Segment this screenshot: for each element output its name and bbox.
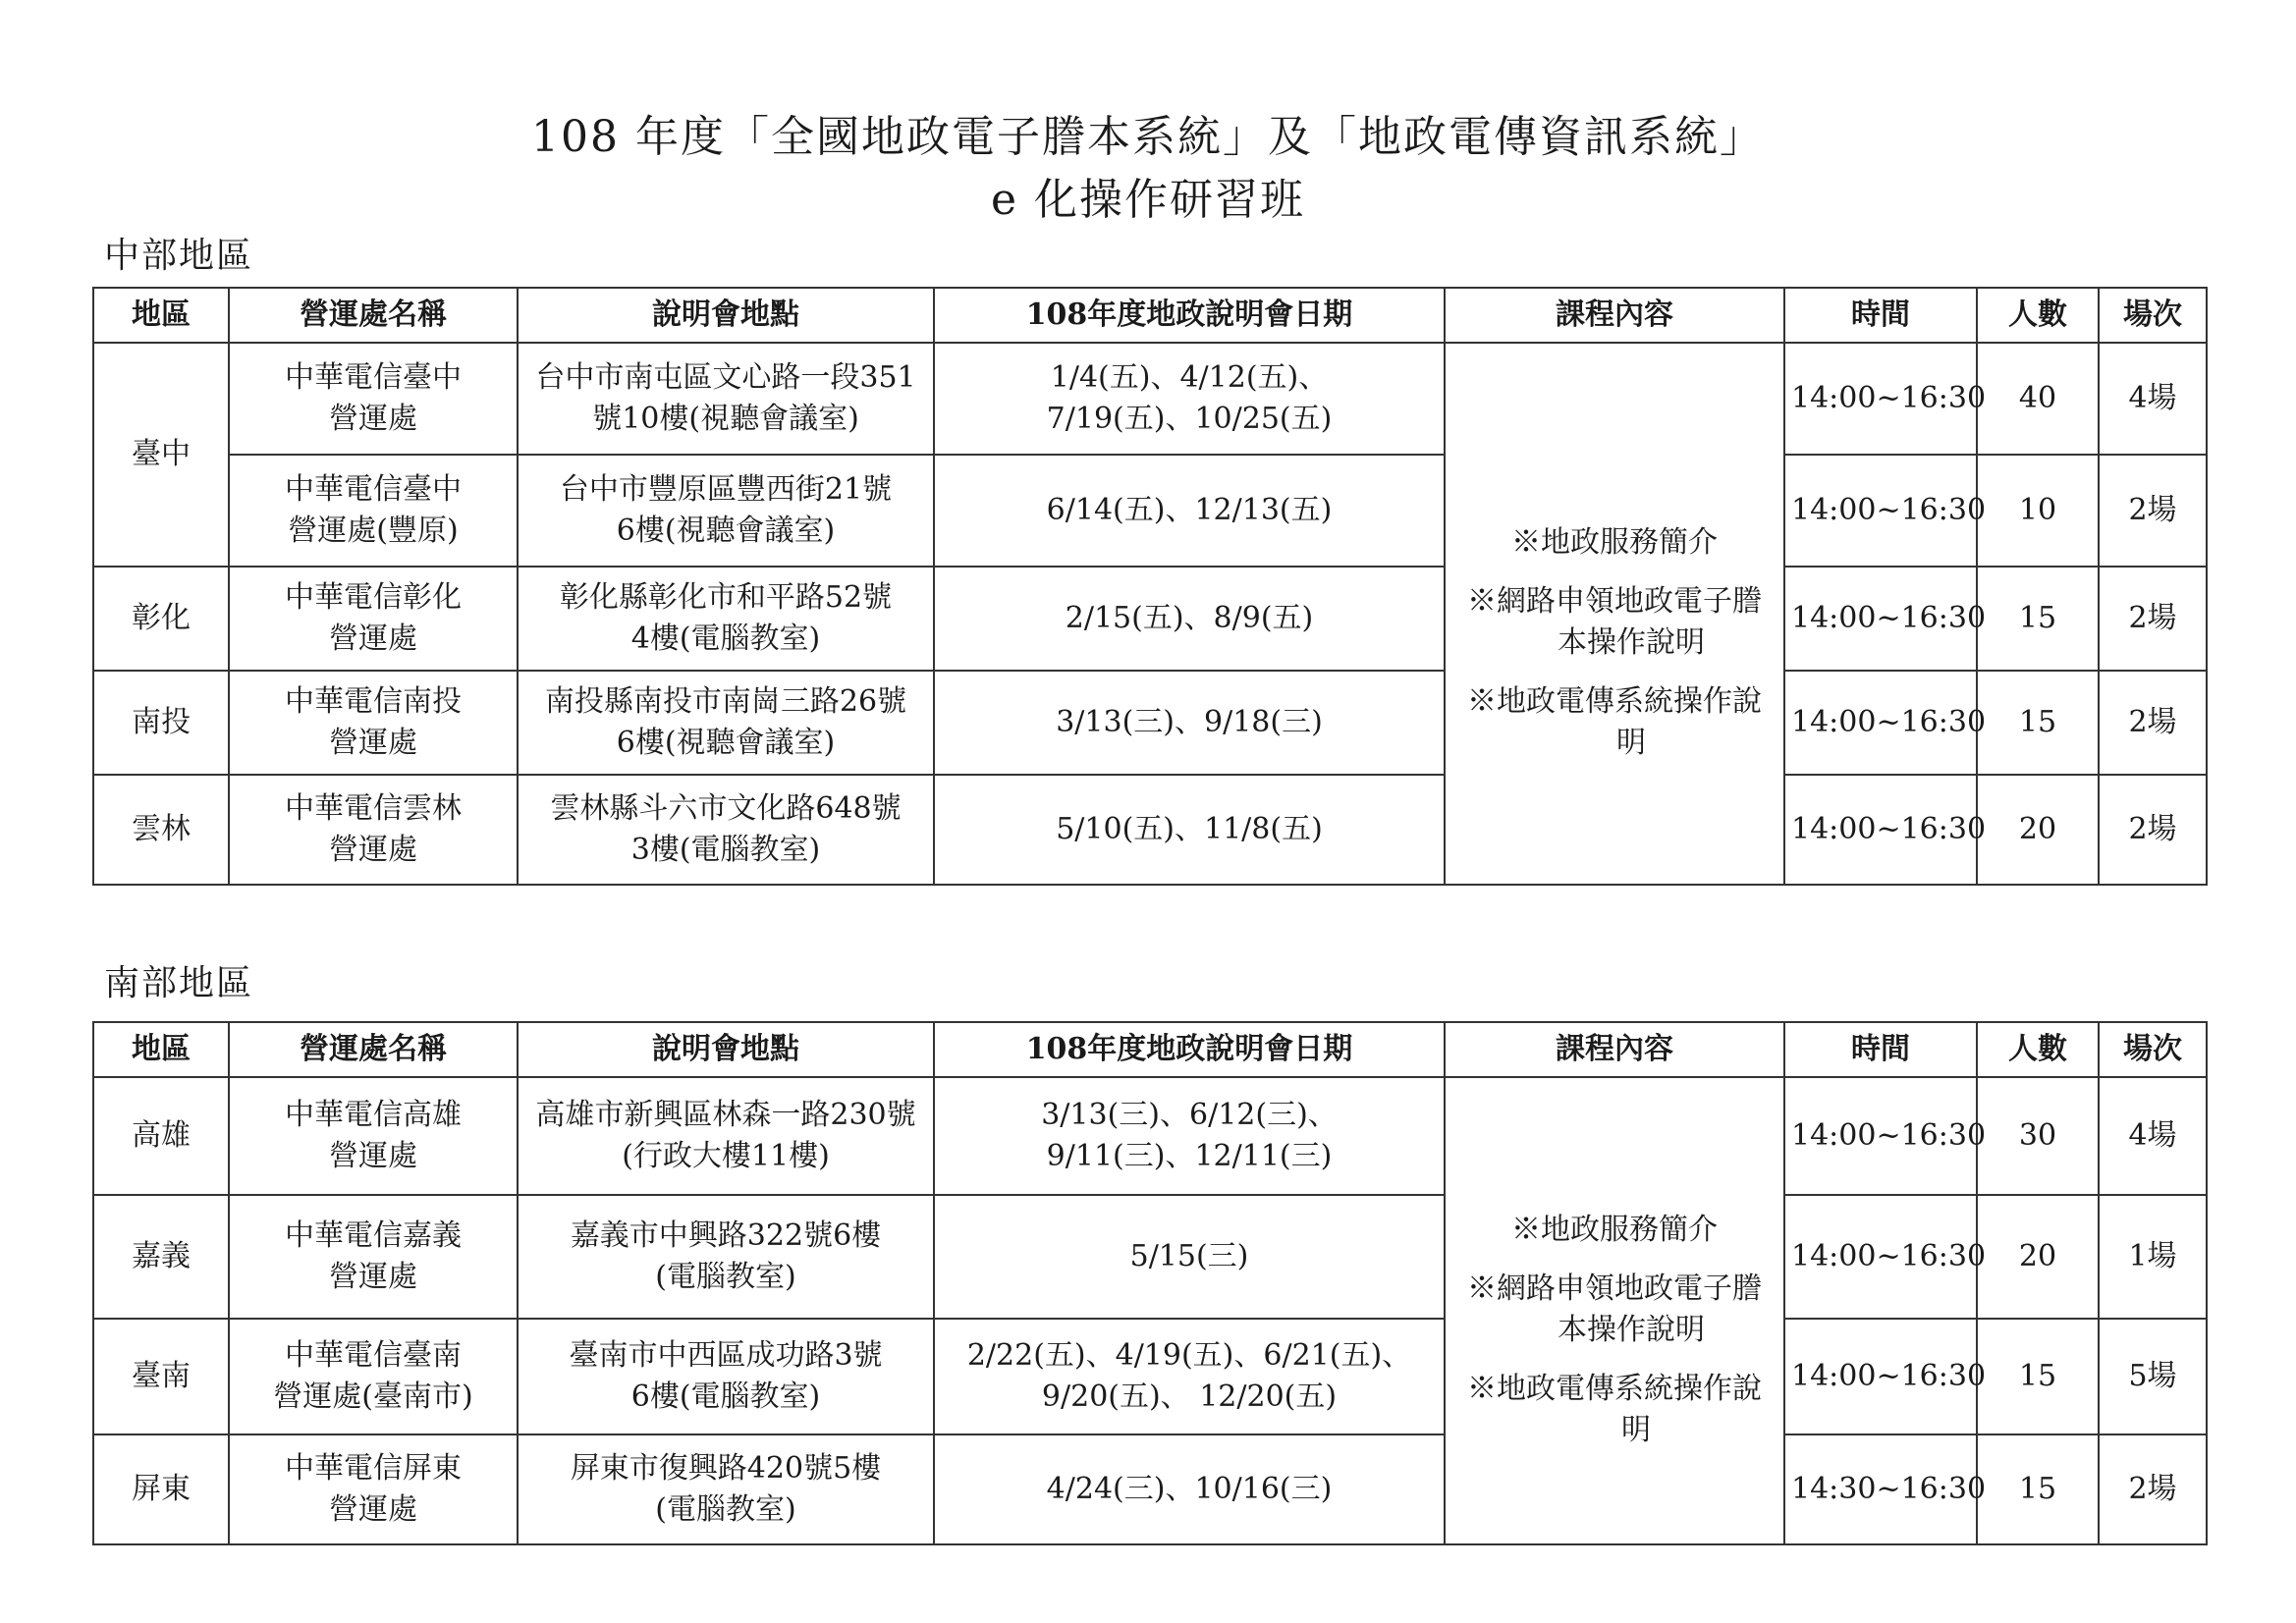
region-cell: 雲林 xyxy=(93,775,229,885)
header-sessions: 場次 xyxy=(2099,1022,2207,1077)
course-line: 本操作說明 xyxy=(1558,1313,1705,1347)
sessions-cell: 2場 xyxy=(2099,671,2207,775)
table-row xyxy=(93,455,2207,567)
sessions-cell: 2場 xyxy=(2099,1434,2207,1544)
office-line: 營運處 xyxy=(329,726,417,760)
sessions-cell: 2場 xyxy=(2099,775,2207,885)
dates-line: 2/22(五)、4/19(五)、6/21(五)、 xyxy=(966,1338,1412,1373)
header-course: 課程內容 xyxy=(1445,1022,1784,1077)
location-cell xyxy=(518,1319,934,1434)
dates-line: 9/20(五)、 12/20(五) xyxy=(1041,1380,1338,1414)
office-cell xyxy=(229,455,518,567)
table-header-row xyxy=(93,288,2207,343)
table-row xyxy=(93,775,2207,885)
office-cell xyxy=(229,775,518,885)
dates-cell xyxy=(934,567,1445,671)
course-line: 明 xyxy=(1616,726,1646,760)
course-item xyxy=(1451,1210,1777,1251)
course-line: 本操作說明 xyxy=(1558,625,1705,660)
office-line: 中華電信嘉義 xyxy=(285,1218,462,1253)
sessions-cell: 5場 xyxy=(2099,1319,2207,1434)
dates-line: 5/15(三) xyxy=(1129,1239,1249,1273)
dates-cell xyxy=(934,343,1445,455)
office-cell xyxy=(229,1434,518,1544)
sessions-cell: 1場 xyxy=(2099,1195,2207,1319)
time-cell: 14:00~16:30 xyxy=(1784,1319,1977,1434)
time-cell: 14:30~16:30 xyxy=(1784,1434,1977,1544)
location-line: (電腦教室) xyxy=(655,1260,796,1294)
location-line: 6樓(電腦教室) xyxy=(630,1380,821,1414)
people-cell: 15 xyxy=(1977,671,2099,775)
region-cell: 臺南 xyxy=(93,1319,229,1434)
course-line: ※地政電傳系統操作說 xyxy=(1467,684,1762,719)
region-cell: 嘉義 xyxy=(93,1195,229,1319)
course-line: ※地政服務簡介 xyxy=(1511,1213,1718,1247)
office-line: 營運處 xyxy=(329,833,417,867)
people-cell: 30 xyxy=(1977,1077,2099,1195)
region-cell: 臺中 xyxy=(93,343,229,567)
course-item xyxy=(1451,681,1777,764)
dates-line: 6/14(五)、12/13(五) xyxy=(1046,493,1333,527)
time-cell: 14:00~16:30 xyxy=(1784,671,1977,775)
dates-cell xyxy=(934,455,1445,567)
location-line: 南投縣南投市南崗三路26號 xyxy=(544,684,907,719)
dates-cell xyxy=(934,1077,1445,1195)
table-row xyxy=(93,343,2207,455)
schedule-table-central xyxy=(92,287,2208,886)
course-content-cell xyxy=(1445,343,1784,885)
table-row xyxy=(93,671,2207,775)
office-cell xyxy=(229,343,518,455)
time-cell: 14:00~16:30 xyxy=(1784,1077,1977,1195)
header-location: 說明會地點 xyxy=(518,1022,934,1077)
table-row xyxy=(93,1434,2207,1544)
office-line: 營運處(豐原) xyxy=(288,514,459,548)
office-cell xyxy=(229,1077,518,1195)
office-line: 營運處 xyxy=(329,622,417,656)
time-cell: 14:00~16:30 xyxy=(1784,567,1977,671)
header-people: 人數 xyxy=(1977,1022,2099,1077)
location-line: 嘉義市中興路322號6樓 xyxy=(570,1218,882,1253)
dates-line: 7/19(五)、10/25(五) xyxy=(1046,402,1333,436)
location-line: 3樓(電腦教室) xyxy=(630,833,821,867)
time-cell: 14:00~16:30 xyxy=(1784,343,1977,455)
region-cell: 高雄 xyxy=(93,1077,229,1195)
location-line: 6樓(視聽會議室) xyxy=(616,726,836,760)
dates-cell xyxy=(934,775,1445,885)
location-line: 6樓(視聽會議室) xyxy=(616,514,836,548)
header-office: 營運處名稱 xyxy=(229,1022,518,1077)
schedule-table-south xyxy=(92,1021,2208,1545)
office-line: 中華電信雲林 xyxy=(285,791,462,826)
office-line: 營運處 xyxy=(329,1260,417,1294)
table-row xyxy=(93,567,2207,671)
location-line: 4樓(電腦教室) xyxy=(630,622,821,656)
location-line: 台中市南屯區文心路一段351 xyxy=(535,360,916,395)
course-item xyxy=(1451,581,1777,664)
header-dates: 108年度地政說明會日期 xyxy=(934,288,1445,343)
header-time: 時間 xyxy=(1784,1022,1977,1077)
header-dates: 108年度地政說明會日期 xyxy=(934,1022,1445,1077)
dates-cell xyxy=(934,1319,1445,1434)
people-cell: 15 xyxy=(1977,567,2099,671)
location-line: (電腦教室) xyxy=(655,1492,796,1527)
course-line: ※網路申領地政電子謄 xyxy=(1467,584,1762,619)
dates-line: 9/11(三)、12/11(三) xyxy=(1046,1139,1333,1173)
office-line: 營運處 xyxy=(329,402,417,436)
section-title-south: 南部地區 xyxy=(104,963,254,1003)
location-line: 臺南市中西區成功路3號 xyxy=(569,1338,883,1373)
office-line: 營運處(臺南市) xyxy=(273,1380,473,1414)
people-cell: 15 xyxy=(1977,1319,2099,1434)
office-line: 中華電信高雄 xyxy=(285,1098,462,1132)
document-title-line1: 108 年度「全國地政電子謄本系統」及「地政電傳資訊系統」 xyxy=(531,112,1765,162)
people-cell: 20 xyxy=(1977,775,2099,885)
dates-cell xyxy=(934,1195,1445,1319)
table-header-row xyxy=(93,1022,2207,1077)
header-location: 說明會地點 xyxy=(518,288,934,343)
dates-line: 3/13(三)、9/18(三) xyxy=(1056,705,1323,739)
office-cell xyxy=(229,1195,518,1319)
region-cell: 南投 xyxy=(93,671,229,775)
header-office: 營運處名稱 xyxy=(229,288,518,343)
office-line: 中華電信臺南 xyxy=(285,1338,462,1373)
office-line: 中華電信屏東 xyxy=(285,1451,462,1486)
document-title-line2: e 化操作研習班 xyxy=(990,175,1306,225)
time-cell: 14:00~16:30 xyxy=(1784,1195,1977,1319)
location-line: 屏東市復興路420號5樓 xyxy=(570,1451,882,1486)
sessions-cell: 4場 xyxy=(2099,343,2207,455)
table-row xyxy=(93,1319,2207,1434)
location-line: (行政大樓11樓) xyxy=(622,1139,830,1173)
location-cell xyxy=(518,343,934,455)
office-line: 中華電信臺中 xyxy=(285,360,462,395)
location-cell xyxy=(518,775,934,885)
header-people: 人數 xyxy=(1977,288,2099,343)
course-line: ※地政服務簡介 xyxy=(1511,525,1718,560)
course-content-cell xyxy=(1445,1077,1784,1544)
header-region: 地區 xyxy=(93,1022,229,1077)
location-line: 號10樓(視聽會議室) xyxy=(592,402,859,436)
location-cell xyxy=(518,1434,934,1544)
header-course: 課程內容 xyxy=(1445,288,1784,343)
region-cell: 彰化 xyxy=(93,567,229,671)
sessions-cell: 2場 xyxy=(2099,567,2207,671)
course-item xyxy=(1451,522,1777,564)
location-cell xyxy=(518,671,934,775)
course-line: ※網路申領地政電子謄 xyxy=(1467,1271,1762,1306)
course-line: 明 xyxy=(1621,1413,1651,1447)
office-line: 營運處 xyxy=(329,1492,417,1527)
course-line: ※地政電傳系統操作說 xyxy=(1467,1372,1762,1406)
location-cell xyxy=(518,1195,934,1319)
office-line: 中華電信南投 xyxy=(285,684,462,719)
dates-cell xyxy=(934,1434,1445,1544)
office-cell xyxy=(229,567,518,671)
sessions-cell: 2場 xyxy=(2099,455,2207,567)
header-time: 時間 xyxy=(1784,288,1977,343)
table-row xyxy=(93,1195,2207,1319)
dates-line: 3/13(三)、6/12(三)、 xyxy=(1041,1098,1338,1132)
location-line: 彰化縣彰化市和平路52號 xyxy=(559,580,893,615)
course-item xyxy=(1451,1269,1777,1351)
dates-line: 5/10(五)、11/8(五) xyxy=(1056,812,1323,846)
location-line: 高雄市新興區林森一路230號 xyxy=(535,1098,916,1132)
location-line: 雲林縣斗六市文化路648號 xyxy=(550,791,902,826)
location-cell xyxy=(518,455,934,567)
course-item xyxy=(1451,1369,1777,1451)
people-cell: 15 xyxy=(1977,1434,2099,1544)
office-line: 中華電信臺中 xyxy=(285,472,462,507)
dates-cell xyxy=(934,671,1445,775)
dates-line: 1/4(五)、4/12(五)、 xyxy=(1050,360,1329,395)
office-line: 中華電信彰化 xyxy=(285,580,462,615)
header-sessions: 場次 xyxy=(2099,288,2207,343)
section-title-central: 中部地區 xyxy=(104,236,254,276)
time-cell: 14:00~16:30 xyxy=(1784,455,1977,567)
office-cell xyxy=(229,1319,518,1434)
time-cell: 14:00~16:30 xyxy=(1784,775,1977,885)
people-cell: 20 xyxy=(1977,1195,2099,1319)
location-line: 台中市豐原區豐西街21號 xyxy=(559,472,893,507)
office-line: 營運處 xyxy=(329,1139,417,1173)
location-cell xyxy=(518,567,934,671)
people-cell: 10 xyxy=(1977,455,2099,567)
region-cell: 屏東 xyxy=(93,1434,229,1544)
location-cell xyxy=(518,1077,934,1195)
people-cell: 40 xyxy=(1977,343,2099,455)
header-region: 地區 xyxy=(93,288,229,343)
office-cell xyxy=(229,671,518,775)
dates-line: 2/15(五)、8/9(五) xyxy=(1065,601,1314,635)
dates-line: 4/24(三)、10/16(三) xyxy=(1046,1472,1333,1506)
sessions-cell: 4場 xyxy=(2099,1077,2207,1195)
table-row xyxy=(93,1077,2207,1195)
